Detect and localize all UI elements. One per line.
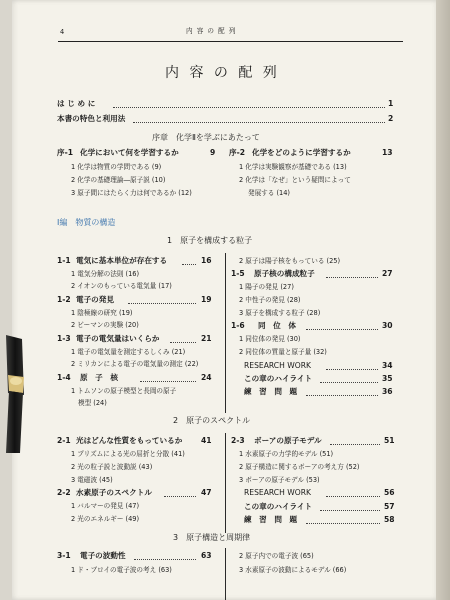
section-page: 30 <box>382 321 393 330</box>
subsection: 1 電気分解の法則 (16) <box>71 270 140 278</box>
front-item-page: 2 <box>388 114 394 123</box>
subsection: 1 化学は実験観察が基礎である (13) <box>239 163 347 171</box>
leader-dots <box>133 122 385 123</box>
front-item-label: 本書の特色と利用法 <box>57 114 126 123</box>
extra-page: 35 <box>382 374 393 383</box>
subsection: 1 電子の電気量を測定するしくみ (21) <box>71 348 186 356</box>
leader-dots <box>306 329 378 330</box>
section-title: 水素原子のスペクトル <box>76 488 152 497</box>
subsection: 1 陽子の発見 (27) <box>239 283 294 291</box>
section-page: 13 <box>382 148 393 157</box>
leader-dots <box>164 496 196 497</box>
leader-dots <box>182 264 196 265</box>
section-number: 1-3 <box>57 334 71 343</box>
exercises: 練 習 問 題 <box>244 387 298 396</box>
section-title: 化学をどのように学習するか <box>252 148 351 157</box>
front-item-label: は じ め に <box>57 99 96 108</box>
leader-dots <box>326 496 380 497</box>
preface-heading: 序章 化学Ⅱを学ぶにあたって <box>152 133 260 142</box>
section-number: 2-2 <box>57 488 71 497</box>
pen-object <box>0 335 34 455</box>
section-number: 序-2 <box>229 148 246 157</box>
subsection: 発展する (14) <box>248 189 291 197</box>
leader-dots <box>320 510 380 511</box>
subsection: 2 ミリカンによる電子の電気量の測定 (22) <box>71 360 199 368</box>
subsection: 2 原子内での電子波 (65) <box>239 552 314 560</box>
extra-page: 34 <box>382 361 393 370</box>
leader-dots <box>330 444 380 445</box>
section-title: 電子の電気量はいくらか <box>76 334 160 343</box>
section-number: 2-1 <box>57 436 71 445</box>
leader-dots <box>326 277 378 278</box>
section-title: 電子の発見 <box>76 295 114 304</box>
chapter-heading: 1 原子を構成する粒子 <box>167 236 253 245</box>
section-page: 9 <box>210 148 216 157</box>
research-work: RESEARCH WORK <box>244 488 311 497</box>
subsection: 1 水素原子の力学的モデル (51) <box>239 450 334 458</box>
leader-dots <box>306 395 378 396</box>
extra-page: 56 <box>384 488 395 497</box>
subsection: 2 同位体の質量と原子量 (32) <box>239 348 327 356</box>
leader-dots <box>320 382 378 383</box>
column-divider <box>225 548 226 600</box>
section-number: 1-6 <box>231 321 245 330</box>
book-spine <box>436 0 450 600</box>
section-page: 16 <box>201 256 212 265</box>
section-page: 21 <box>201 334 212 343</box>
subsection: 模型 (24) <box>78 399 107 407</box>
part-heading: Ⅰ編 物質の構造 <box>57 218 116 227</box>
subsection: 1 陰極線の研究 (19) <box>71 309 133 317</box>
leader-dots <box>326 369 378 370</box>
subsection: 3 ボーアの原子モデル (53) <box>239 476 320 484</box>
section-title: 化学において何を学習するか <box>80 148 179 157</box>
chapter-highlight: この章のハイライト <box>244 374 313 383</box>
subsection: 3 原子を構成する粒子 (28) <box>239 309 321 317</box>
subsection: 3 水素原子の波動によるモデル (66) <box>239 566 347 574</box>
section-title: 原 子 核 <box>80 373 118 382</box>
section-page: 24 <box>201 373 212 382</box>
column-divider <box>225 253 226 413</box>
column-divider <box>225 433 226 533</box>
leader-dots <box>128 303 196 304</box>
chapter-heading: 3 原子構造と周期律 <box>173 533 251 542</box>
subsection: 1 同位体の発見 (30) <box>239 335 301 343</box>
extra-page: 57 <box>384 502 395 511</box>
leader-dots <box>170 342 196 343</box>
section-number: 1-4 <box>57 373 71 382</box>
subsection: 2 イオンのもっている電気量 (17) <box>71 282 172 290</box>
running-title: 内 容 の 配 列 <box>186 27 237 35</box>
section-number: 1-5 <box>231 269 245 278</box>
section-page: 51 <box>384 436 395 445</box>
leader-dots <box>134 559 196 560</box>
page-number: 4 <box>60 28 65 36</box>
subsection: 2 化学は「なぜ」という疑問によって <box>239 176 351 184</box>
chapter-heading: 2 原子のスペクトル <box>173 416 251 425</box>
page-title: 内 容 の 配 列 <box>165 65 280 81</box>
subsection: 3 原子間にはたらく力は何であるか (12) <box>71 189 192 197</box>
header-rule <box>58 41 403 42</box>
section-title: 光はどんな性質をもっているか <box>76 436 183 445</box>
chapter-highlight: この章のハイライト <box>244 502 313 511</box>
subsection: 2 化学の基礎理論―原子説 (10) <box>71 176 166 184</box>
subsection: 2 原子は陽子核をもっている (25) <box>239 257 341 265</box>
subsection: 1 化学は物質の学問である (9) <box>71 163 162 171</box>
subsection: 1 バルマーの発見 (47) <box>71 502 140 510</box>
subsection: 2 中性子の発見 (28) <box>239 296 301 304</box>
subsection: 2 光のエネルギー (49) <box>71 515 140 523</box>
extra-page: 58 <box>384 515 395 524</box>
section-number: 1-2 <box>57 295 71 304</box>
section-title: 原子核の構成粒子 <box>254 269 315 278</box>
section-title: 電気に基本単位が存在する <box>76 256 168 265</box>
section-page: 47 <box>201 488 212 497</box>
subsection: 1 プリズムによる光の屈折と分散 (41) <box>71 450 185 458</box>
leader-dots <box>113 107 385 108</box>
section-number: 序-1 <box>57 148 74 157</box>
section-number: 1-1 <box>57 256 71 265</box>
section-number: 3-1 <box>57 551 71 560</box>
subsection: 3 電磁波 (45) <box>71 476 113 484</box>
leader-dots <box>306 523 380 524</box>
subsection: 1 トムソンの原子模型と長岡の原子 <box>71 387 177 395</box>
extra-page: 36 <box>382 387 393 396</box>
subsection: 1 ド・ブロイの電子波の考え (63) <box>71 566 172 574</box>
section-title: 電子の波動性 <box>80 551 126 560</box>
section-page: 27 <box>382 269 393 278</box>
section-number: 2-3 <box>231 436 245 445</box>
front-item-page: 1 <box>388 99 394 108</box>
section-title: ボーアの原子モデル <box>254 436 322 445</box>
exercises: 練 習 問 題 <box>244 515 298 524</box>
leader-dots <box>140 381 196 382</box>
subsection: 2 光の粒子説と波動説 (43) <box>71 463 153 471</box>
subsection: 2 ビーマンの実験 (20) <box>71 321 139 329</box>
section-page: 41 <box>201 436 212 445</box>
section-page: 19 <box>201 295 212 304</box>
section-title: 同 位 体 <box>258 321 296 330</box>
section-page: 63 <box>201 551 212 560</box>
subsection: 2 原子構造に関するボーアの考え方 (52) <box>239 463 360 471</box>
research-work: RESEARCH WORK <box>244 361 311 370</box>
